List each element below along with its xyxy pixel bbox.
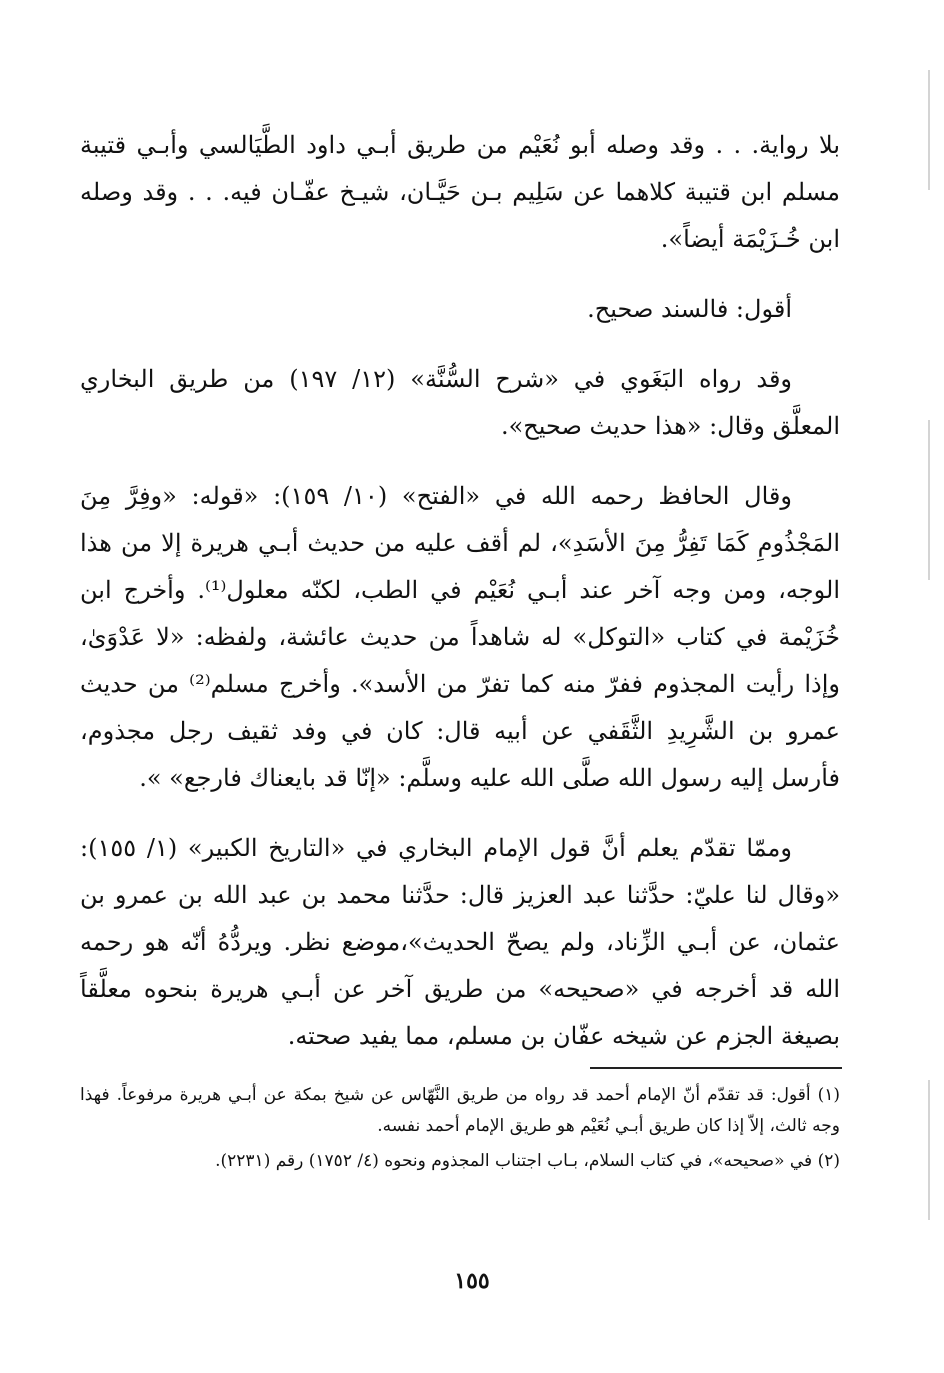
- main-text: [80, 122, 840, 1083]
- scan-edge-mark-bottom: [928, 1080, 930, 1220]
- page-number: ١٥٥: [454, 1268, 490, 1294]
- paragraph-tarikh-kabir: وممّا تقدّم يعلم أنَّ قول الإمام البخاري في «التاريخ الكبير» (١/ ١٥٥): «وقال لنا عليّ: حدَّثنا عبد العزيز قال: حدَّثنا محمد بن عبد الله بن عمرو بن عثمان، عن أبـي الزِّناد، ولم يصحّ الحديث»،موضع نظر. ويردُّهُ أنّه هو رحمه الله قد أخرجه في «صحيحه» من طريق آخر عن أبـي هريرة بنحوه معلَّقاً بصيغة الجزم عن شيخه عفّان بن مسلم، مما يفيد صحته.: [80, 834, 840, 1050]
- footnote-2: (٢) في «صحيحه»، في كتاب السلام، بـاب اجتناب المجذوم ونحوه (٤/ ١٧٥٢) رقم (٢٢٣١).: [215, 1151, 840, 1171]
- footnote-1: (١) أقول: قد تقدّم أنّ الإمام أحمد قد رواه من طريق النَّهّاس عن شيخ بمكة عن أبـي هريرة مرفوعاً. فهذا وجه ثالث، إلاّ إذا كان طريق أبـي نُعَيْم هو طريق الإمام أحمد نفسه.: [80, 1085, 840, 1136]
- paragraph-sanad-sahih: أقول: فالسند صحيح.: [587, 295, 792, 323]
- paragraph-hafiz-fath: وقال الحافظ رحمه الله في «الفتح» (١٠/ ١٥٩): «قوله: «وفِرَّ مِنَ المَجْذُومِ كَمَا تَفِرُّ مِنَ الأسَدِ»، لم أقف عليه من حديث أبـي هريرة إلا من هذا الوجه، ومن وجه آخر عند أبـي نُعَيْم في الطب، لكنّه معلول⁽¹⁾. وأخرج ابن خُزَيْمة في كتاب «التوكل» له شاهداً من حديث عائشة، ولفظه: «لا عَدْوَىٰ، وإذا رأيت المجذوم ففرّ منه كما تفرّ من الأسد». وأخرج مسلم⁽²⁾ من حديث عمرو بن الشَّرِيدِ الثَّقَفي عن أبيه قال: كان في وفد ثقيف رجل مجذوم، فأرسل إليه رسول الله صلَّى الله عليه وسلَّم: «إنّا قد بايعناك فارجع» ».: [80, 482, 840, 792]
- scan-edge-mark-top: [928, 70, 930, 190]
- scan-edge-mark-middle: [928, 420, 930, 580]
- paragraph-baghawi: وقد رواه البَغَوي في «شرح السُّنَّة» (١٢/ ١٩٧) من طريق البخاري المعلَّق وقال: «هذا حديث صحيح».: [80, 365, 840, 440]
- footnotes: [80, 1080, 840, 1181]
- footnote-divider: [590, 1067, 842, 1069]
- paragraph-continuation: بلا رواية. . . وقد وصله أبو نُعَيْم من طريق أبـي داود الطَّيَالسي وأبـي قتيبة مسلم ابن قتيبة كلاهما عن سَلِيم بـن حَيَّـان، شيـخ عفّـان فيه. . . وقد وصله ابن خُـزَيْمَة أيضاً».: [80, 131, 840, 253]
